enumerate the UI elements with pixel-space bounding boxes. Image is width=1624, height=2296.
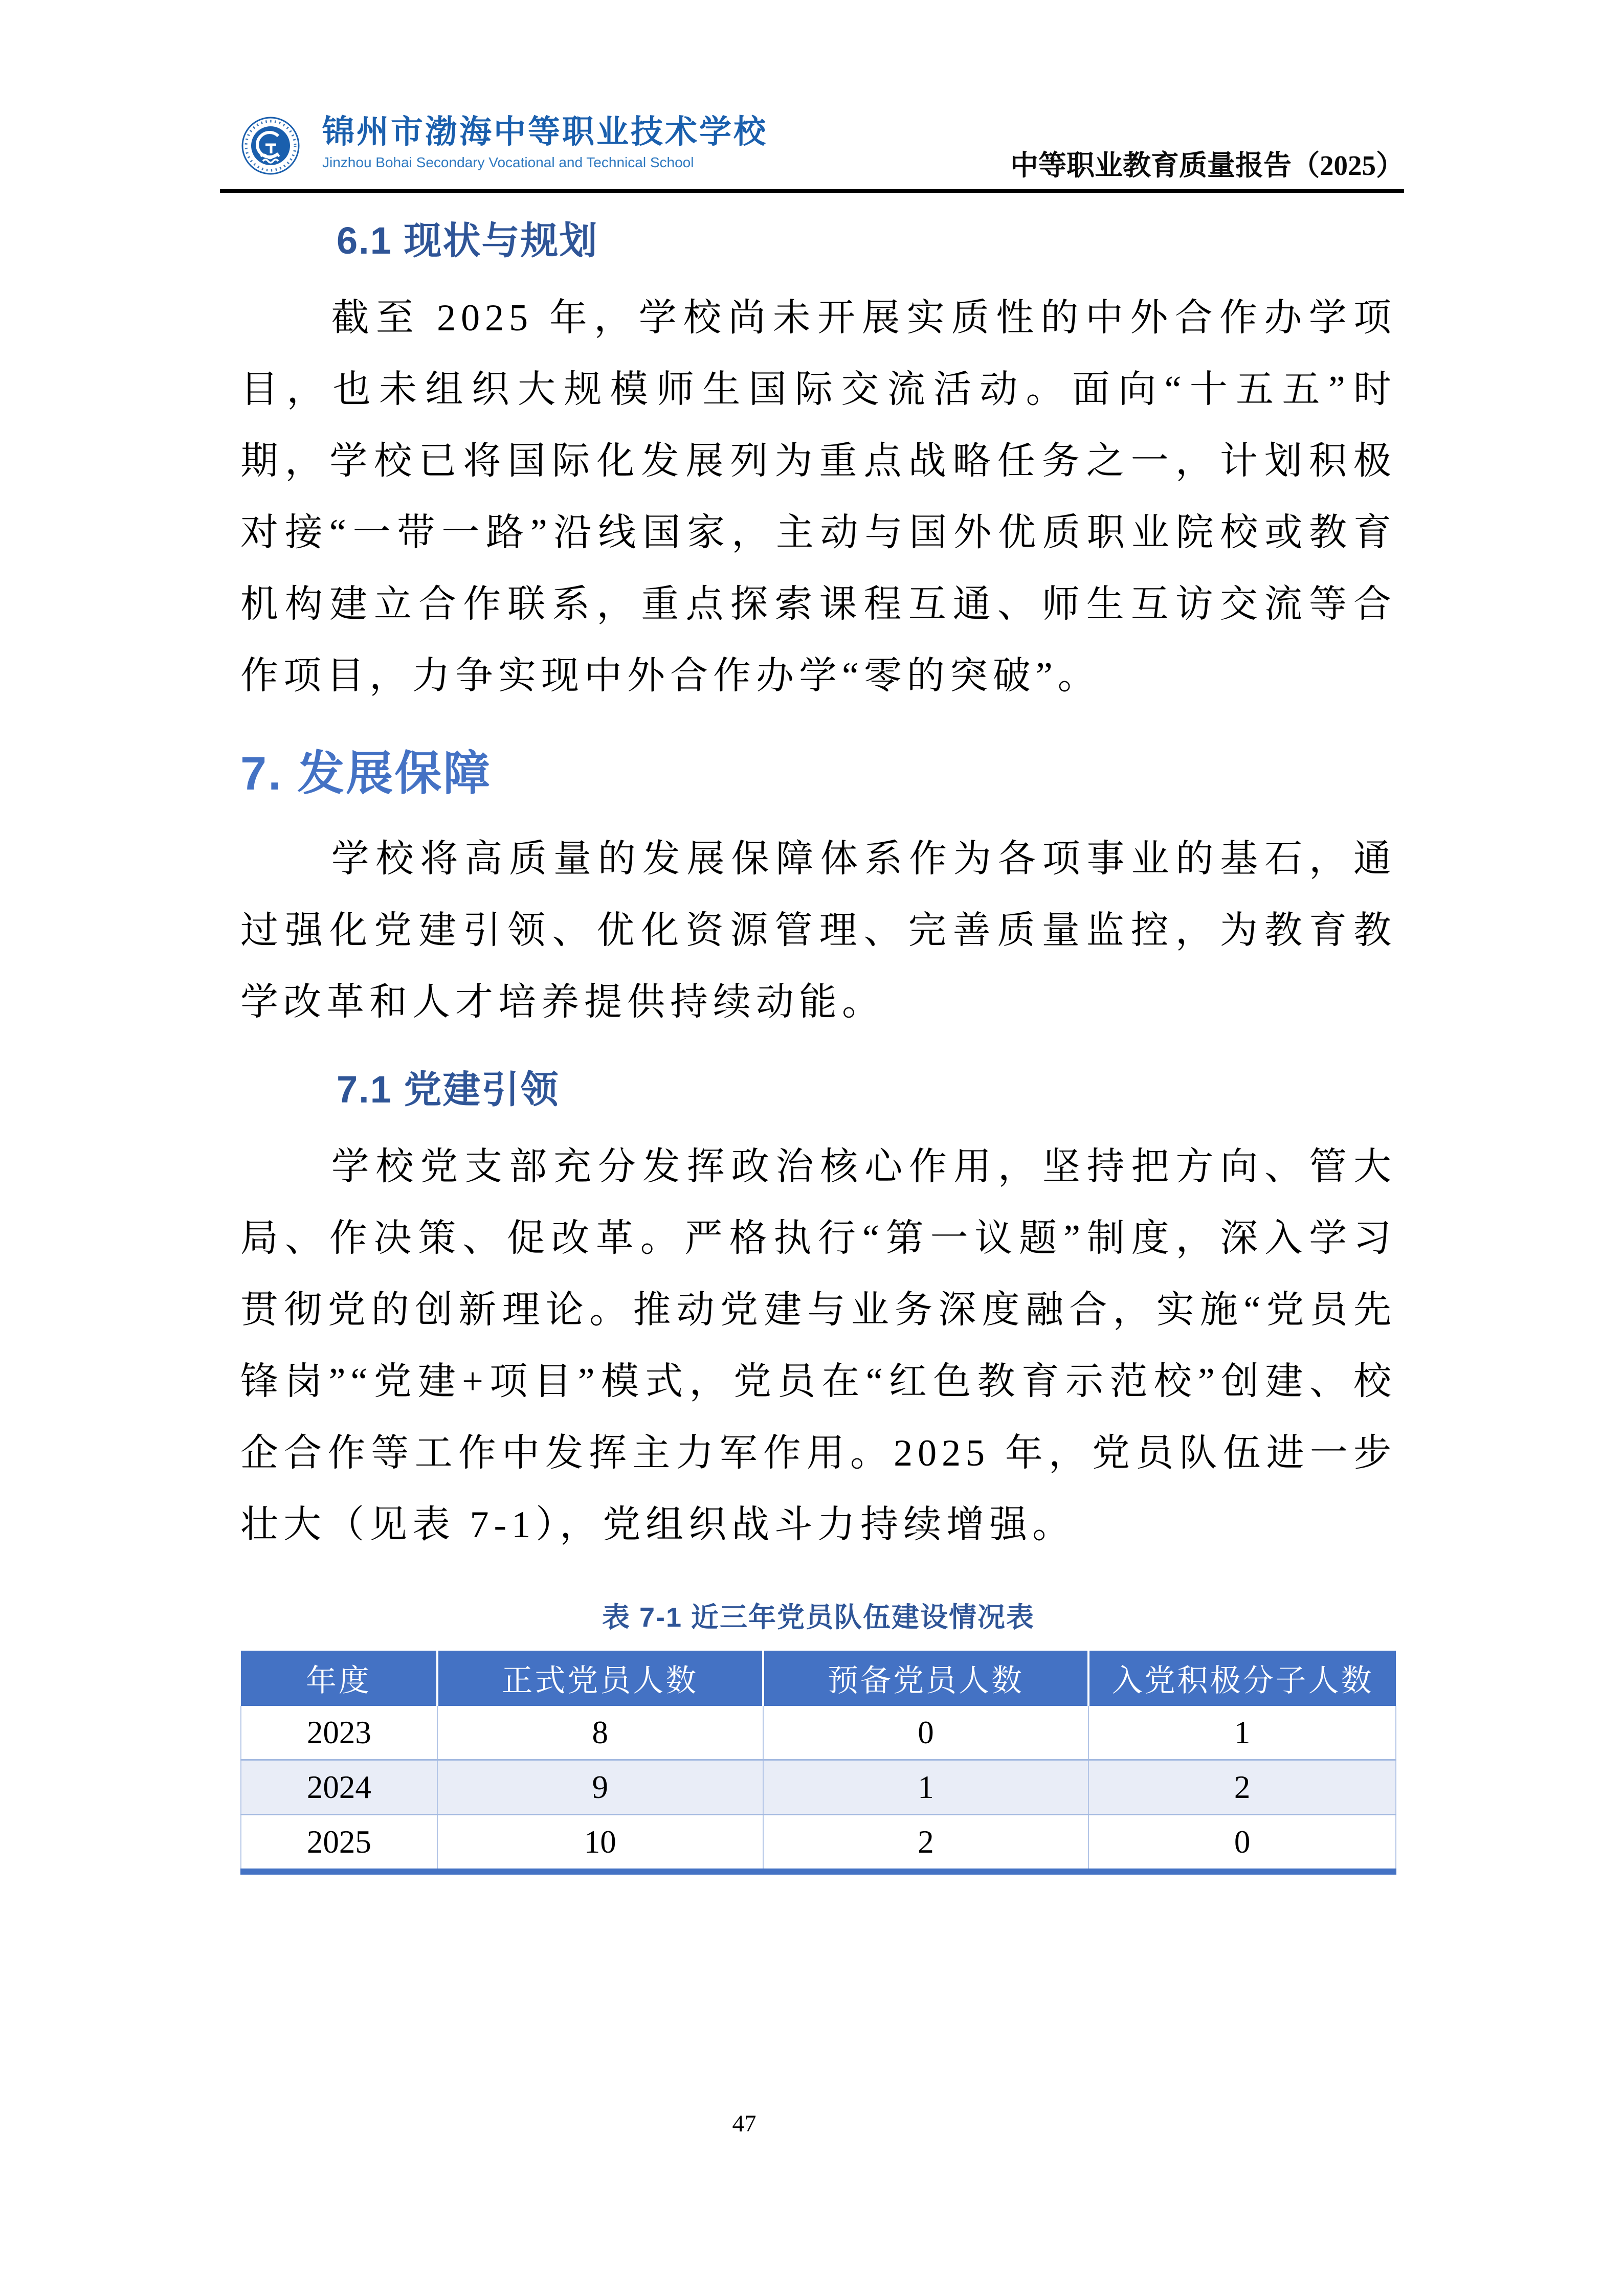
report-title: 中等职业教育质量报告（2025） bbox=[1010, 150, 1404, 181]
table-header-row bbox=[241, 1651, 1396, 1706]
page-number: 47 bbox=[732, 2110, 757, 2137]
section-heading-6-1: 6.1 现状与规划 bbox=[337, 219, 598, 262]
school-seal-icon bbox=[240, 116, 301, 176]
paragraph-7: 学校将高质量的发展保障体系作为各项事业的基石，通过强化党建引领、优化资源管理、完善质量监控，为教育教学改革和人才培养提供持续动能。 bbox=[240, 838, 1396, 1023]
table-cell: 2 bbox=[1088, 1760, 1396, 1815]
page-header bbox=[240, 114, 1404, 182]
table-cell: 0 bbox=[763, 1706, 1089, 1760]
header-rule bbox=[220, 189, 1404, 193]
school-name-cn: 锦州市渤海中等职业技术学校 bbox=[322, 114, 768, 150]
section-heading-7-1: 7.1 党建引领 bbox=[337, 1068, 560, 1111]
table-cell: 2 bbox=[763, 1815, 1089, 1872]
party-building-table bbox=[240, 1651, 1396, 1875]
document-body bbox=[240, 220, 1396, 1875]
paragraph-7-1: 学校党支部充分发挥政治核心作用，坚持把方向、管大局、作决策、促改革。严格执行“第一议题”制度，深入学习贯彻党的创新理论。推动党建与业务深度融合，实施“党员先锋岗”“党建+项目”模式，党员在“红色教育示范校”创建、校企合作等工作中发挥主力军作用。2025 年，党员队伍进一步壮大（见表 7-1），党组织战斗力持续增强。 bbox=[240, 1146, 1396, 1546]
table-row bbox=[241, 1815, 1396, 1872]
table-cell: 1 bbox=[1088, 1706, 1396, 1760]
school-name-en: Jinzhou Bohai Secondary Vocational and Technical School bbox=[322, 154, 694, 170]
table-cell: 2025 bbox=[241, 1815, 437, 1872]
col-header-formal-members: 正式党员人数 bbox=[437, 1651, 763, 1706]
table-cell: 2024 bbox=[241, 1760, 437, 1815]
section-heading-7: 7. 发展保障 bbox=[240, 748, 492, 800]
table-cell: 10 bbox=[437, 1815, 763, 1872]
table-cell: 0 bbox=[1088, 1815, 1396, 1872]
school-name-block bbox=[322, 114, 768, 173]
paragraph-6-1: 截至 2025 年，学校尚未开展实质性的中外合作办学项目，也未组织大规模师生国际交流活动。面向“十五五”时期，学校已将国际化发展列为重点战略任务之一，计划积极对接“一带一路”沿线国家，主动与国外优质职业院校或教育机构建立合作联系，重点探索课程互通、师生互访交流等合作项目，力争实现中外合作办学“零的突破”。 bbox=[240, 297, 1396, 697]
table-cell: 9 bbox=[437, 1760, 763, 1815]
table-caption: 表 7-1 近三年党员队伍建设情况表 bbox=[602, 1602, 1035, 1633]
col-header-year: 年度 bbox=[241, 1651, 437, 1706]
col-header-activists: 入党积极分子人数 bbox=[1088, 1651, 1396, 1706]
table-cell: 8 bbox=[437, 1706, 763, 1760]
table-cell: 2023 bbox=[241, 1706, 437, 1760]
table-cell: 1 bbox=[763, 1760, 1089, 1815]
col-header-probationary-members: 预备党员人数 bbox=[763, 1651, 1089, 1706]
table-row bbox=[241, 1706, 1396, 1760]
table-row bbox=[241, 1760, 1396, 1815]
